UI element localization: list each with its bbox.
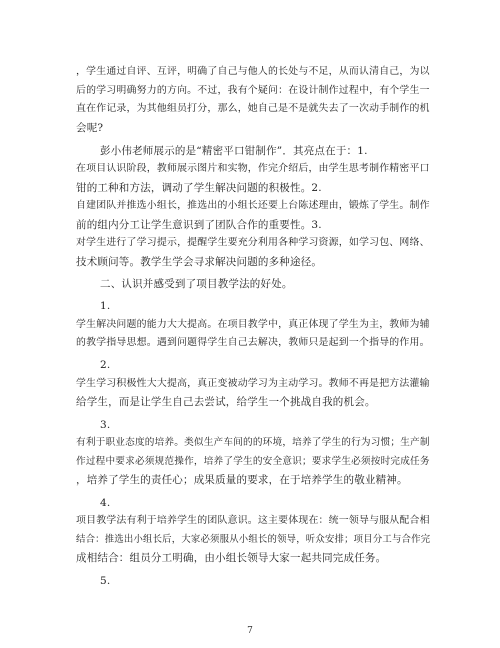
point-2-number: 2. bbox=[100, 359, 111, 371]
paragraph-2-line-1: 彭小伟老师展示的是“精密平口钳制作”．其亮点在于：1. bbox=[100, 145, 368, 157]
point-4-line-2: 结合：推选出小组长后，大家必须服从小组长的领导，听众安排；项目分工与合作完 bbox=[76, 534, 431, 545]
point-1-line-2: 的教学指导思想。遇到问题得学生自己去解决，教师只是起到一个指导的作用。 bbox=[76, 337, 430, 348]
point-4-number: 4. bbox=[100, 497, 111, 509]
paragraph-1-line-4: 会呢? bbox=[76, 122, 104, 134]
point-3-number: 3. bbox=[100, 419, 111, 431]
section-heading: 二、认识并感受到了项目教学法的好处。 bbox=[100, 278, 293, 290]
point-3-line-2: 作过程中要求必须规范操作，培养了学生的安全意识；要求学生必须按时完成任务 bbox=[76, 456, 430, 467]
paragraph-2-line-3: 钳的工种和方法，调动了学生解决问题的积极性。2. bbox=[76, 182, 322, 194]
paragraph-2-line-2: 在项目认识阶段，教师展示图片和实物，作完介绍后，由学生思考制作精密平口 bbox=[76, 163, 430, 174]
page-number: 7 bbox=[247, 626, 253, 636]
paragraph-2-line-6: 对学生进行了学习提示，提醒学生要充分利用各种学习资源，如学习包、网络、 bbox=[76, 237, 430, 248]
point-2-line-2: 给学生，而是让学生自己去尝试，给学生一个挑战自我的机会。 bbox=[76, 396, 376, 408]
paragraph-1-line-3: 直在作记录，为其他组员打分，那么，她自己是不是就失去了一次动手制作的机 bbox=[76, 103, 430, 114]
point-4-line-3: 成相结合：组员分工明确，由小组长领导大家一起共同完成任务。 bbox=[76, 552, 387, 564]
paragraph-2-line-7: 技术顾问等。教学生学会寻求解决问题的多种途径。 bbox=[76, 256, 323, 268]
point-1-line-1: 学生解决问题的能力大大提高。在项目教学中，真正体现了学生为主，教师为辅 bbox=[76, 319, 430, 330]
point-3-line-1: 有利于职业态度的培养。类似生产车间的的环境，培养了学生的行为习惯；生产制 bbox=[76, 437, 430, 448]
paragraph-1-line-1: ，学生通过自评、互评，明确了自己与他人的长处与不足，从而认清自己，为以 bbox=[76, 66, 430, 77]
point-2-line-1: 学生学习积极性大大提高，真正变被动学习为主动学习。教师不再是把方法灌输 bbox=[76, 378, 430, 389]
paragraph-1-line-2: 后的学习明确努力的方向。不过，我有个疑问：在设计制作过程中，有个学生一 bbox=[76, 85, 430, 96]
paragraph-2-line-4: 自建团队并推选小组长，推选出的小组长还要上台陈述理由，锻炼了学生。制作 bbox=[76, 200, 430, 211]
point-3-line-3: ，培养了学生的责任心；成果质量的要求，在于培养学生的敬业精神。 bbox=[76, 474, 408, 486]
paragraph-2-line-5: 前的组内分工让学生意识到了团队合作的重要性。3. bbox=[76, 219, 322, 231]
point-1-number: 1. bbox=[100, 300, 111, 312]
point-5-number: 5. bbox=[100, 575, 111, 587]
point-4-line-1: 项目教学法有利于培养学生的团队意识。这主要体现在：统一领导与服从配合相 bbox=[76, 515, 430, 526]
